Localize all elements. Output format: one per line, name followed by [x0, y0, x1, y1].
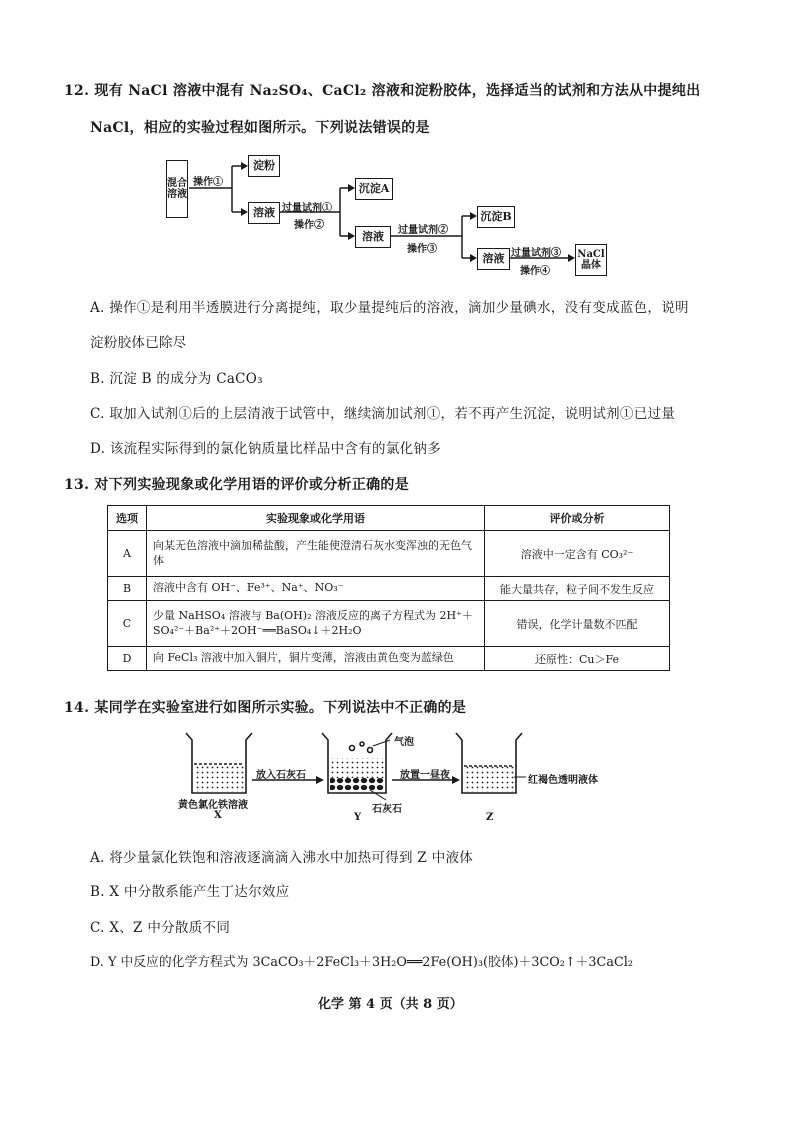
q12-option-b: B. 沉淀 B 的成分为 CaCO₃ [90, 371, 263, 387]
q12-option-d: D. 该流程实际得到的氯化钠质量比样品中含有的氯化钠多 [90, 441, 442, 457]
row-option: D [108, 647, 147, 671]
label-bubbles: 气泡 [394, 737, 414, 748]
label-op4: 操作④ [520, 266, 550, 277]
header-evaluation: 评价或分析 [485, 506, 670, 531]
label-reagent2: 过量试剂② [398, 225, 448, 236]
q14-option-c: C. X、Z 中分散质不同 [90, 920, 231, 936]
label-op2: 操作② [294, 220, 324, 231]
row-evaluation: 还原性：Cu＞Fe [485, 647, 670, 671]
box-nacl-crystal: NaCl晶体 [575, 244, 607, 276]
label-z-description: 红褐色透明液体 [528, 775, 598, 786]
row-evaluation: 溶液中一定含有 CO₃²⁻ [485, 531, 670, 577]
row-content: 少量 NaHSO₄ 溶液与 Ba(OH)₂ 溶液反应的离子方程式为 2H⁺＋SO₄²⁻＋Ba²⁺＋2OH⁻══BaSO₄↓＋2H₂O [147, 601, 485, 647]
row-content: 向某无色溶液中滴加稀盐酸，产生能使澄清石灰水变浑浊的无色气体 [147, 531, 485, 577]
q13-stem: 13. 对下列实验现象或化学用语的评价或分析正确的是 [64, 477, 410, 493]
label-op3: 操作③ [407, 244, 437, 255]
label-reagent3: 过量试剂③ [511, 248, 561, 259]
row-option: C [108, 601, 147, 647]
box-solution-3: 溶液 [477, 248, 510, 270]
beaker-z [456, 733, 526, 793]
box-solution-2: 溶液 [355, 226, 391, 248]
q14-option-b: B. X 中分散系能产生丁达尔效应 [90, 884, 290, 900]
label-op1: 操作① [193, 177, 223, 188]
label-z: Z [486, 812, 494, 823]
beaker-x [186, 733, 252, 793]
label-x: X [214, 810, 222, 821]
box-starch: 淀粉 [248, 155, 280, 177]
q12-option-a-line1: A. 操作①是利用半透膜进行分离提纯，取少量提纯后的溶液，滴加少量碘水，没有变成蓝色，说明 [90, 300, 689, 316]
q14-option-d: D. Y 中反应的化学方程式为 3CaCO₃＋2FeCl₃＋3H₂O══2Fe(OH)₃(胶体)＋3CO₂↑＋3CaCl₂ [90, 955, 633, 970]
row-evaluation: 能大量共存，粒子间不发生反应 [485, 577, 670, 601]
box-mixed-solution: 混合溶液 [166, 160, 188, 218]
label-y: Y [354, 812, 362, 823]
label-limestone: 石灰石 [372, 804, 402, 815]
q14-option-a: A. 将少量氯化铁饱和溶液逐滴滴入沸水中加热可得到 Z 中液体 [90, 850, 474, 866]
page-footer: 化学 第 4 页（共 8 页） [318, 997, 463, 1012]
box-precipitate-a: 沉淀A [355, 178, 393, 200]
label-x-description: 黄色氯化铁溶液 [178, 800, 248, 811]
q12-option-c: C. 取加入试剂①后的上层清液于试管中，继续滴加试剂①，若不再产生沉淀，说明试剂①已过量 [90, 406, 676, 422]
row-option: B [108, 577, 147, 601]
q12-option-a-line2: 淀粉胶体已除尽 [90, 335, 187, 351]
q12-stem-line2: NaCl，相应的实验过程如图所示。下列说法错误的是 [90, 120, 430, 136]
row-content: 向 FeCl₃ 溶液中加入铜片，铜片变薄，溶液由黄色变为蓝绿色 [147, 647, 485, 671]
box-solution-1: 溶液 [248, 202, 280, 224]
row-option: A [108, 531, 147, 577]
beaker-y [322, 733, 392, 800]
q14-stem: 14. 某同学在实验室进行如图所示实验。下列说法中不正确的是 [64, 700, 467, 716]
row-evaluation: 错误，化学计量数不匹配 [485, 601, 670, 647]
header-phenomenon: 实验现象或化学用语 [147, 506, 485, 531]
q12-stem-line1: 12. 现有 NaCl 溶液中混有 Na₂SO₄、CaCl₂ 溶液和淀粉胶体，选择适当的试剂和方法从中提纯出 [64, 83, 701, 99]
header-option: 选项 [108, 506, 147, 531]
label-add-limestone: 放入石灰石 [256, 770, 306, 781]
label-reagent1: 过量试剂① [282, 203, 332, 214]
box-precipitate-b: 沉淀B [477, 206, 515, 228]
row-content: 溶液中含有 OH⁻、Fe³⁺、Na⁺、NO₃⁻ [147, 577, 485, 601]
label-stand-overnight: 放置一昼夜 [400, 770, 450, 781]
